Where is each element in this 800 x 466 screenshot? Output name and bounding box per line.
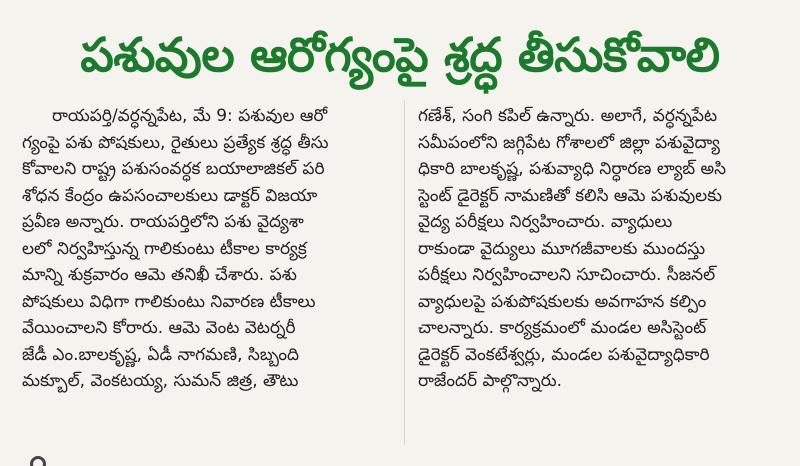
text-line: డైరెక్టర్ వెంకటేశ్వర్లు, మండల పశువైద్యాధికారి: [418, 344, 710, 365]
text-line: ధికారి బాలకృష్ణ, పశువ్యాధి నిర్ధారణ ల్యాబ్ అసి: [418, 159, 727, 179]
text-line: గ్యంపై పశు పోషకులు, రైతులు ప్రత్యేక శ్రద్ధ తీసు: [22, 132, 329, 153]
text-line: ప్రవీణ అన్నారు. రాయపర్తిలోని పశు వైద్యశా: [22, 212, 304, 232]
text-line: జేడీ ఎం.బాలకృష్ణ, ఏడీ నాగమణి, సిబ్బంది: [22, 344, 299, 365]
text-line: శోధన కేంద్రం ఉపసంచాలకులు డాక్టర్ విజయా: [22, 185, 318, 206]
text-line: మాన్ని శుక్రవారం ఆమె తనిఖీ చేశారు. పశు: [22, 265, 297, 285]
cut-off-text-right: [420, 0, 780, 11]
bullet-mark-icon: [30, 456, 46, 466]
text-line: రాకుండా వైద్యులు మూగజీవాలకు ముందస్తు: [418, 238, 706, 259]
article-column-left: [22, 103, 402, 395]
text-line: గణేశ్, సంగి కపిల్ ఉన్నారు. అలాగే, వర్ధన్నపేట: [418, 106, 718, 126]
text-line: రాయపర్తి/వర్ధన్నపేట, మే 9: పశువుల ఆరో: [52, 106, 328, 126]
text-line: వైద్య పరీక్షలు నిర్వహించారు. వ్యాధులు: [418, 212, 673, 232]
article-column-right: [418, 103, 790, 395]
text-line: సమీపంలోని జగ్గిపేట గోశాలలో జిల్లా పశువైద్యా: [418, 132, 720, 153]
cut-off-text-left: [22, 0, 394, 11]
text-line: పరీక్షలు నిర్వహించాలని సూచించారు. సీజనల్: [418, 265, 716, 285]
text-line: లలో నిర్వహిస్తున్న గాలికుంటు టీకాల కార్యక్ర: [22, 238, 307, 259]
text-line: వ్యాధులపై పశుపోషకులకు అవగాహన కల్పిం: [418, 291, 707, 312]
text-line: కోవాలని రాష్ట్ర పశుసంవర్ధక బయాలాజికల్ పరి: [22, 159, 325, 179]
text-line: చాలన్నారు. కార్యక్రమంలో మండల అసిస్టెంట్: [418, 318, 707, 338]
text-line: మక్బూల్, వెంకటయ్య, సుమన్ జిత్ర, తౌటు: [22, 371, 299, 391]
text-line: వేయించాలని కోరారు. ఆమె వెంట వెటర్నరీ: [22, 318, 296, 338]
text-line: స్టెంట్ డైరెక్టర్ నామణితో కలిసి ఆమె పశువులకు: [418, 185, 722, 206]
text-line: పోషకులు విధిగా గాలికుంటు నివారణ టీకాలు: [22, 291, 316, 312]
article-headline: పశువుల ఆరోగ్యంపై శ్రద్ధ తీసుకోవాలి: [80, 28, 720, 83]
column-divider: [404, 100, 405, 445]
text-line: రాజేందర్ పాల్గొన్నారు.: [418, 371, 563, 391]
